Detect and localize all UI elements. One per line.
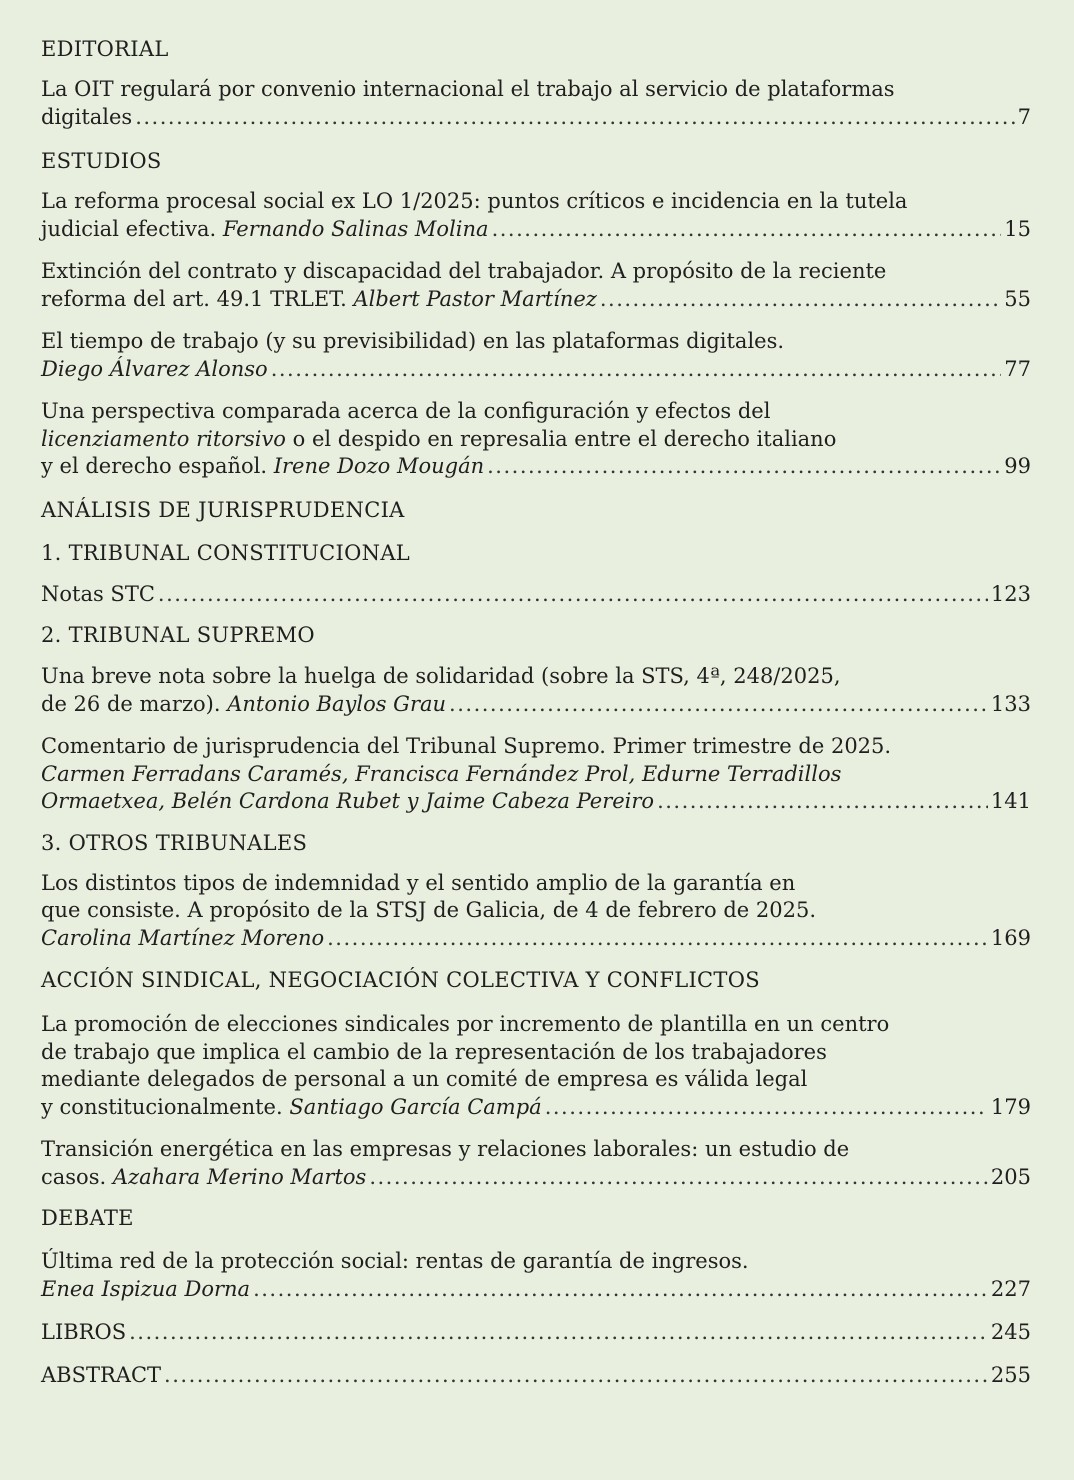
entry-title-line: Comentario de jurisprudencia del Tribunal Supremo. Primer trimestre de 2025. (41, 734, 892, 758)
toc-entry[interactable] (41, 581, 1031, 609)
entry-author: Azahara Merino Martos (112, 1164, 367, 1189)
toc-entry-abstract[interactable] (41, 1362, 1031, 1390)
page-number: 99 (1004, 454, 1031, 478)
dot-leader (271, 356, 1002, 384)
entry-author: Antonio Baylos Grau (227, 691, 447, 716)
page-number: 205 (990, 1164, 1031, 1189)
dot-leader (492, 216, 1002, 244)
page-number: 123 (990, 581, 1031, 606)
dot-leader (657, 788, 988, 816)
entry-title-line: de trabajo que implica el cambio de la representación de los trabajadores (41, 1039, 827, 1064)
entry-title-line: de 26 de marzo). (41, 691, 228, 716)
section-heading-estudios: ESTUDIOS (41, 149, 162, 173)
entry-author: Enea Ispizua Dorna (41, 1276, 251, 1301)
dot-leader (449, 691, 988, 719)
page-number: 55 (1004, 286, 1031, 311)
entry-title-line: reforma del art. 49.1 TRLET. (41, 286, 354, 311)
dot-leader (158, 581, 988, 609)
toc-entry[interactable] (41, 258, 1031, 313)
entry-author: Carmen Ferradans Caramés, Francisca Fernández Prol, Edurne Terradillos (41, 761, 842, 786)
toc-entry[interactable] (41, 870, 1031, 953)
dot-leader (369, 1164, 988, 1192)
page-number: 179 (990, 1094, 1031, 1119)
page-number: 133 (990, 691, 1031, 716)
page-number: 169 (990, 925, 1031, 950)
toc-entry[interactable] (41, 663, 1031, 718)
dot-leader (129, 1319, 988, 1347)
page-number: 227 (990, 1276, 1031, 1301)
toc-entry[interactable] (41, 733, 1031, 816)
entry-title-line: LIBROS (41, 1320, 127, 1344)
entry-author: Santiago García Campá (289, 1094, 542, 1119)
page-number: 255 (990, 1362, 1031, 1387)
dot-leader (600, 286, 1001, 314)
subsection-heading-otros: 3. OTROS TRIBUNALES (41, 830, 308, 855)
page-number: 77 (1004, 356, 1031, 381)
entry-author: Diego Álvarez Alonso (41, 356, 268, 381)
toc-entry[interactable] (41, 1136, 1031, 1191)
subsection-heading-ts: 2. TRIBUNAL SUPREMO (41, 623, 315, 647)
entry-title-line: ABSTRACT (41, 1362, 162, 1387)
entry-title-line: mediante delegados de personal a un comité de empresa es válida legal (41, 1067, 808, 1091)
entry-title-line: y el derecho español. (41, 454, 274, 478)
dot-leader (253, 1276, 988, 1304)
dot-leader (135, 104, 1014, 132)
page-number: 15 (1004, 216, 1031, 241)
entry-title-line: Última red de la protección social: rentas de garantía de ingresos. (41, 1249, 749, 1273)
subsection-heading-tc: 1. TRIBUNAL CONSTITUCIONAL (41, 540, 411, 565)
entry-title-line: digitales (41, 104, 133, 129)
page-number: 141 (990, 789, 1031, 813)
entry-author: Irene Dozo Mougán (273, 454, 485, 478)
entry-author: Carolina Martínez Moreno (41, 925, 325, 950)
entry-title-line: La reforma procesal social ex LO 1/2025: puntos críticos e incidencia en la tutela (41, 189, 908, 213)
table-of-contents (41, 34, 1031, 1389)
entry-title-line: que consiste. A propósito de la STSJ de Galicia, de 4 de febrero de 2025. (41, 898, 817, 922)
page-number: 245 (990, 1320, 1031, 1344)
entry-title-italic: licenziamento ritorsivo (41, 426, 286, 451)
entry-author: Ormaetxea, Belén Cardona Rubet y Jaime Cabeza Pereiro (41, 789, 655, 813)
entry-title-line: Los distintos tipos de indemnidad y el sentido amplio de la garantía en (41, 870, 796, 895)
toc-entry[interactable] (41, 1248, 1031, 1303)
toc-entry[interactable] (41, 398, 1031, 481)
toc-entry[interactable] (41, 76, 1031, 131)
entry-title-line: o el despido en represalia entre el derecho italiano (285, 426, 837, 451)
toc-entry-libros[interactable] (41, 1319, 1031, 1347)
entry-title-line: La promoción de elecciones sindicales por incremento de plantilla en un centro (41, 1012, 890, 1036)
entry-title-line: Una breve nota sobre la huelga de solidaridad (sobre la STS, 4ª, 248/2025, (41, 664, 841, 688)
section-heading-analisis: ANÁLISIS DE JURISPRUDENCIA (41, 497, 405, 522)
entry-title-line: Transición energética en las empresas y relaciones laborales: un estudio de (41, 1137, 850, 1161)
dot-leader (327, 925, 988, 953)
toc-entry[interactable] (41, 328, 1031, 383)
toc-entry[interactable] (41, 188, 1031, 243)
entry-title-line: La OIT regulará por convenio internacional el trabajo al servicio de plataformas (41, 77, 895, 101)
dot-leader (487, 453, 1001, 481)
dot-leader (545, 1094, 988, 1122)
section-heading-debate: DEBATE (41, 1206, 134, 1230)
toc-entry[interactable] (41, 1011, 1031, 1121)
entry-title-line: casos. (41, 1164, 113, 1189)
section-heading-editorial: EDITORIAL (41, 37, 169, 61)
entry-author: Fernando Salinas Molina (222, 216, 489, 241)
section-heading-accion: ACCIÓN SINDICAL, NEGOCIACIÓN COLECTIVA Y CONFLICTOS (41, 968, 760, 992)
entry-title-line: Notas STC (41, 581, 155, 606)
entry-author: Albert Pastor Martínez (353, 286, 597, 311)
entry-title-line: y constitucionalmente. (41, 1094, 290, 1119)
entry-title-line: judicial efectiva. (41, 216, 223, 241)
entry-title-line: El tiempo de trabajo (y su previsibilidad) en las plataformas digitales. (41, 329, 785, 353)
dot-leader (164, 1362, 988, 1390)
entry-title-line: Extinción del contrato y discapacidad del trabajador. A propósito de la reciente (41, 259, 887, 283)
entry-title-line: Una perspectiva comparada acerca de la configuración y efectos del (41, 399, 771, 423)
page-number: 7 (1017, 104, 1031, 129)
